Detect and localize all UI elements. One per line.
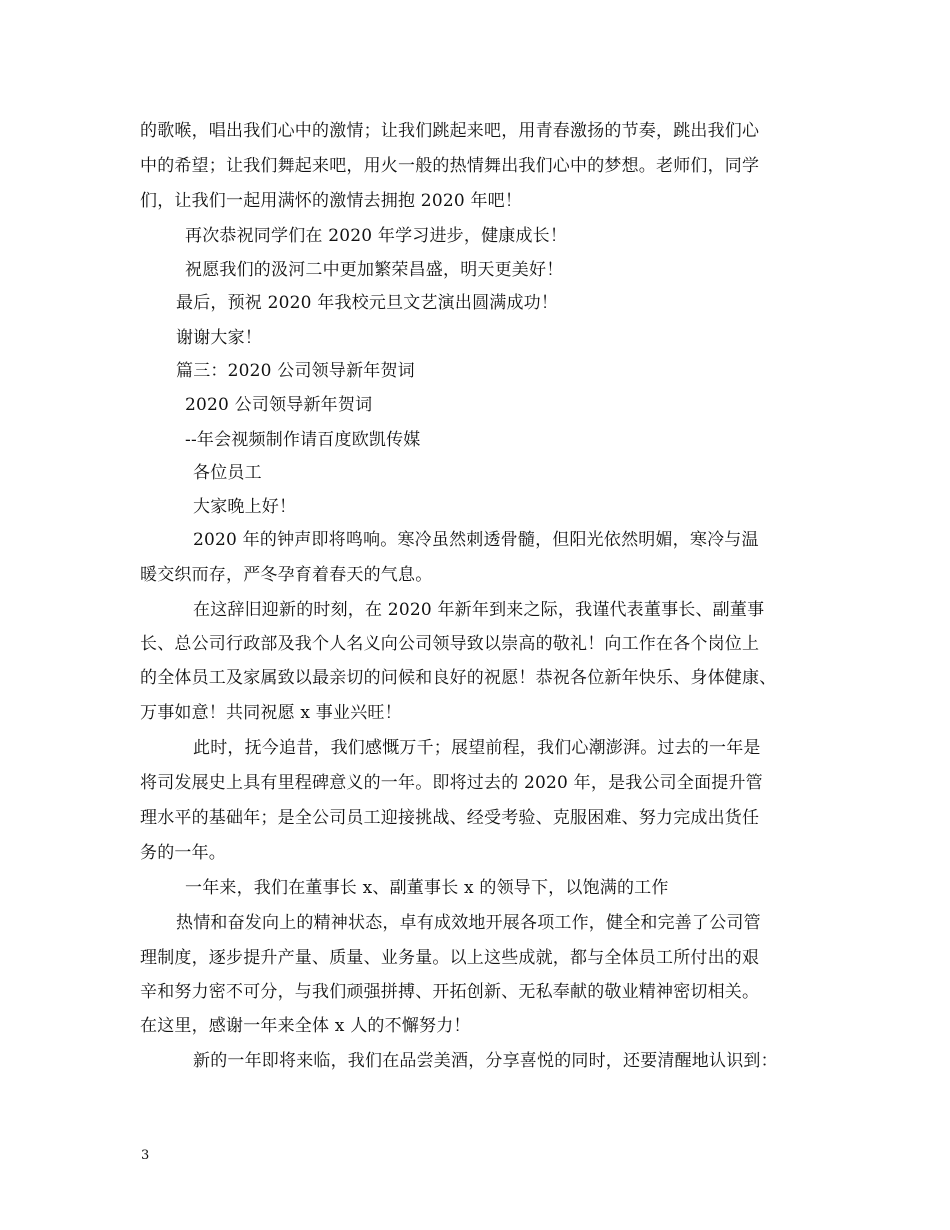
- salutation: 各位员工: [193, 463, 262, 483]
- text-line: 们，让我们一起用满怀的激情去拥抱 2020 年吧！: [140, 191, 523, 211]
- text-line: 一年来，我们在董事长 x、副董事长 x 的领导下，以饱满的工作: [185, 878, 669, 898]
- text-line: 将司发展史上具有里程碑意义的一年。即将过去的 2020 年，是我公司全面提升管: [140, 773, 763, 793]
- document-title: 2020 公司领导新年贺词: [185, 395, 373, 415]
- text-line: 再次恭祝同学们在 2020 年学习进步，健康成长！: [185, 226, 568, 246]
- text-line: 此时，抚今追昔，我们感慨万千；展望前程，我们心潮澎湃。过去的一年是: [193, 738, 761, 758]
- text-line: 谢谢大家！: [176, 328, 262, 348]
- text-line: 热情和奋发向上的精神状态，卓有成效地开展各项工作，健全和完善了公司管: [176, 913, 761, 933]
- text-line: 的歌喉，唱出我们心中的激情；让我们跳起来吧，用青春激扬的节奏，跳出我们心: [140, 121, 760, 141]
- text-line: 祝愿我们的汲河二中更加繁荣昌盛，明天更美好！: [185, 260, 564, 280]
- text-line: 理水平的基础年；是全公司员工迎接挑战、经受考验、克服困难、努力完成出货任: [140, 808, 760, 828]
- text-line: 新的一年即将来临，我们在品尝美酒，分享喜悦的同时，还要清醒地认识到：: [193, 1051, 778, 1071]
- text-line: 在这辞旧迎新的时刻，在 2020 年新年到来之际，我谨代表董事长、副董事: [193, 600, 765, 620]
- text-line: --年会视频制作请百度欧凯传媒: [185, 430, 421, 450]
- text-line: 最后，预祝 2020 年我校元旦文艺演出圆满成功！: [176, 293, 559, 313]
- text-line: 暖交织而存，严冬孕育着春天的气息。: [140, 565, 433, 585]
- text-line: 务的一年。: [140, 843, 226, 863]
- text-line: 理制度，逐步提升产量、质量、业务量。以上这些成就，都与全体员工所付出的艰: [140, 948, 760, 968]
- greeting: 大家晚上好！: [193, 497, 297, 517]
- text-line: 2020 年的钟声即将鸣响。寒冷虽然刺透骨髓，但阳光依然明媚，寒冷与温: [193, 530, 759, 550]
- text-line: 长、总公司行政部及我个人名义向公司领导致以崇高的敬礼！向工作在各个岗位上: [140, 634, 760, 654]
- text-line: 在这里，感谢一年来全体 x 人的不懈努力！: [140, 1016, 471, 1036]
- text-line: 的全体员工及家属致以最亲切的问候和良好的祝愿！恭祝各位新年快乐、身体健康、: [140, 668, 777, 688]
- text-line: 万事如意！共同祝愿 x 事业兴旺！: [140, 703, 402, 723]
- page-number: 3: [141, 1148, 150, 1163]
- section-heading: 篇三：2020 公司领导新年贺词: [176, 361, 415, 381]
- text-line: 中的希望；让我们舞起来吧，用火一般的热情舞出我们心中的梦想。老师们，同学: [140, 156, 760, 176]
- text-line: 辛和努力密不可分，与我们顽强拼搏、开拓创新、无私奉献的敬业精神密切相关。: [140, 982, 760, 1002]
